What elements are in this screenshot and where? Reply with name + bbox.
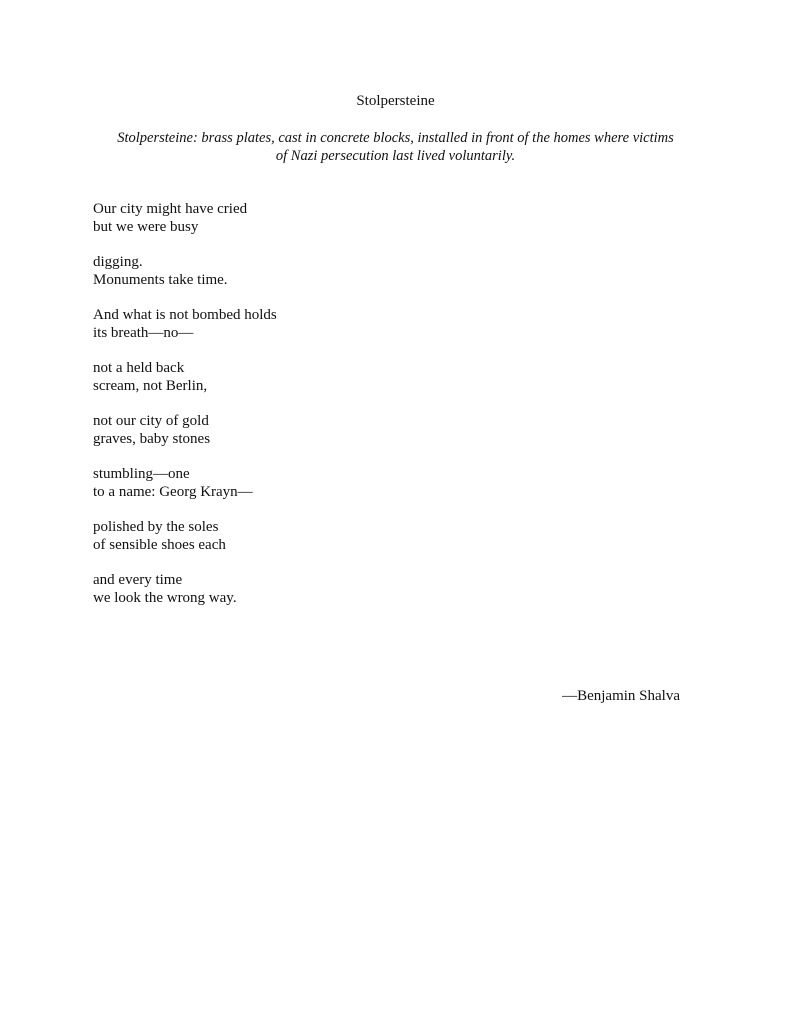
stanza (93, 253, 593, 289)
poem-line: we look the wrong way. (93, 590, 237, 606)
stanza (93, 571, 593, 607)
epigraph-line-2: of Nazi persecution last lived voluntarily. (275, 148, 516, 164)
poem-line: Our city might have cried (93, 201, 248, 217)
poem-line: And what is not bombed holds (93, 307, 277, 323)
epigraph-line-1-text: : brass plates, cast in concrete blocks, installed in front of the homes where victims (192, 130, 674, 146)
poem-line: its breath—no— (93, 325, 194, 341)
poem-line: digging. (93, 254, 143, 270)
poem-line: not our city of gold (93, 413, 209, 429)
poem-line: but we were busy (93, 219, 199, 235)
stanza (93, 359, 593, 395)
poem-line: and every time (93, 572, 183, 588)
epigraph-term: Stolpersteine (117, 130, 193, 146)
poem-line: scream, not Berlin, (93, 378, 208, 394)
stanza (93, 518, 593, 554)
stanza (93, 465, 593, 501)
poem-body (93, 200, 593, 624)
author-attribution: —Benjamin Shalva (562, 688, 680, 704)
poem-line: stumbling—one (93, 466, 190, 482)
epigraph-line-1 (92, 129, 699, 147)
poem-line: Monuments take time. (93, 272, 228, 288)
stanza (93, 412, 593, 448)
poem-line: of sensible shoes each (93, 537, 226, 553)
poem-line: to a name: Georg Krayn— (93, 484, 253, 500)
epigraph (92, 129, 699, 165)
poem-line: not a held back (93, 360, 185, 376)
stanza (93, 306, 593, 342)
poem-line: graves, baby stones (93, 431, 211, 447)
poem-title: Stolpersteine (356, 93, 435, 109)
poem-line: polished by the soles (93, 519, 219, 535)
stanza (93, 200, 593, 236)
